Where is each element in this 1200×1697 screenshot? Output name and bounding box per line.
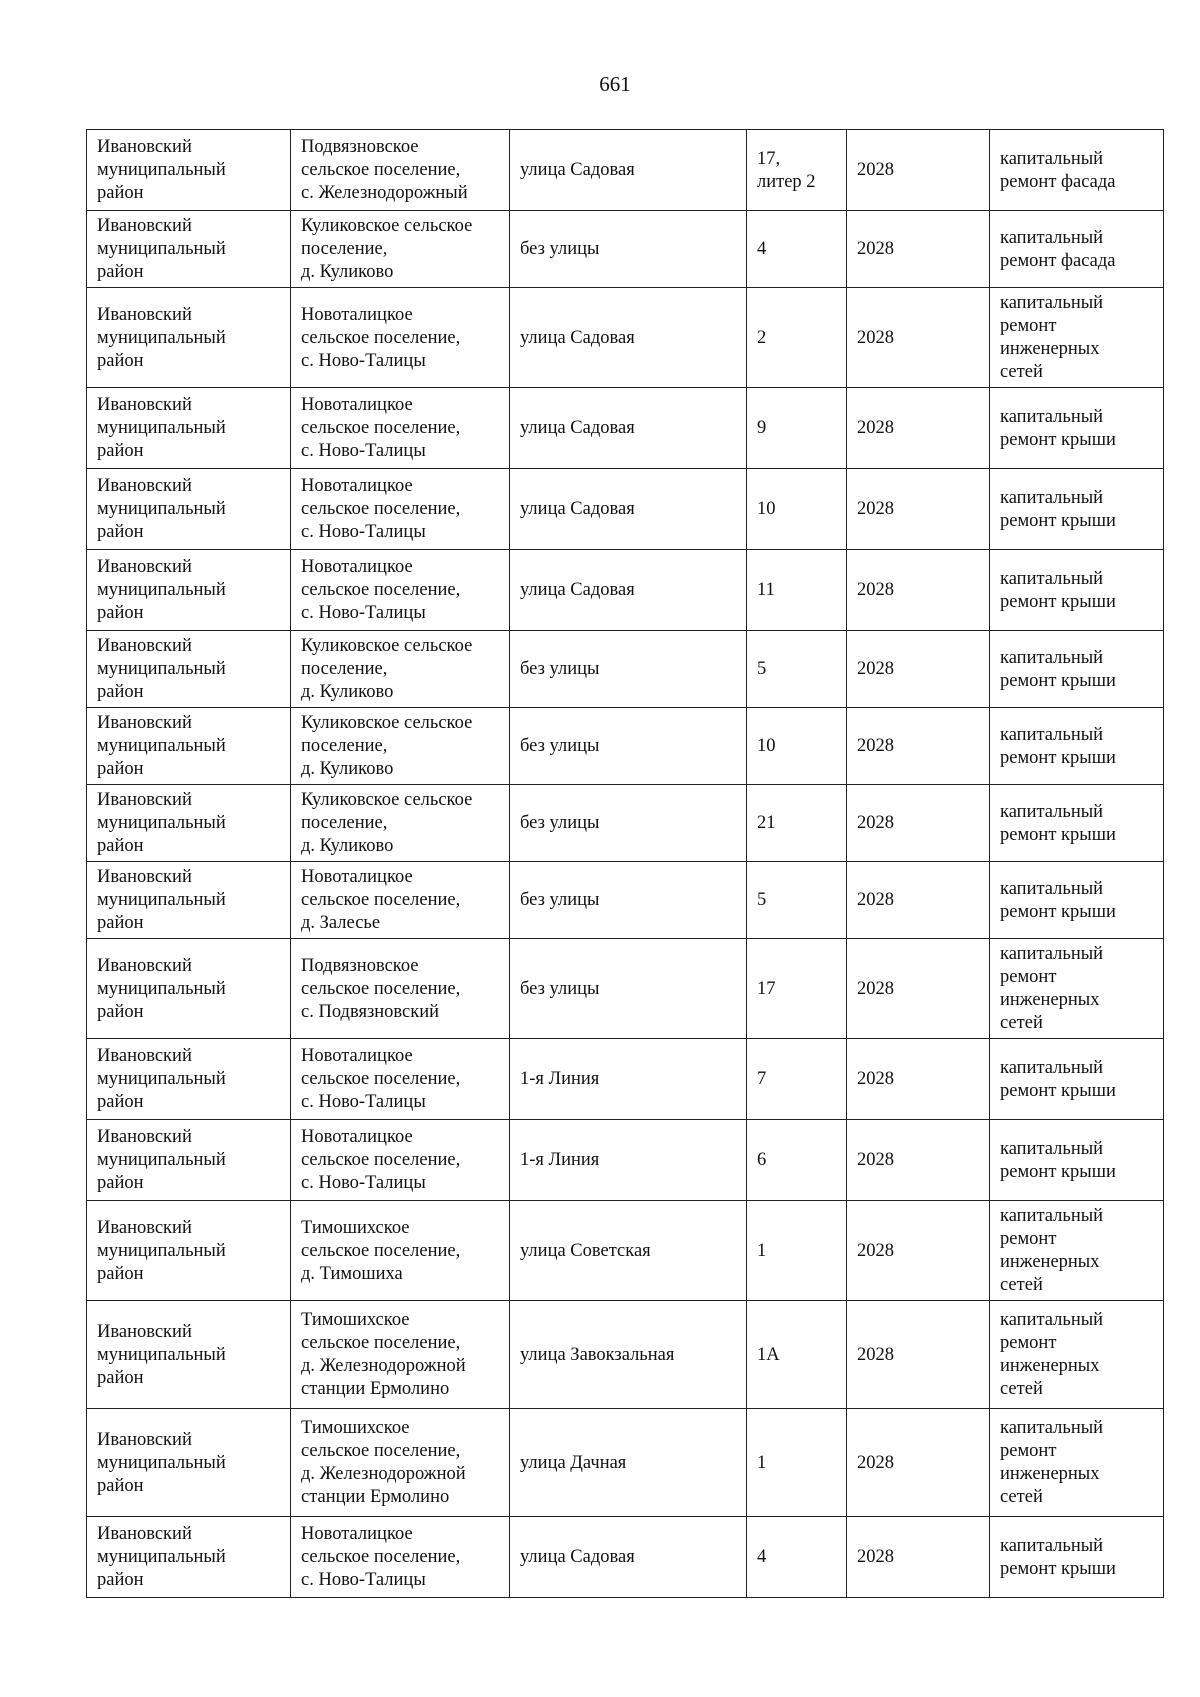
- cell-settlement-text: Куликовское сельское поселение, д. Куликово: [301, 713, 473, 779]
- cell-work-type-text: капитальный ремонт инженерных сетей: [1000, 1310, 1104, 1399]
- cell-settlement-text: Новоталицкое сельское поселение, с. Ново-Талицы: [301, 557, 461, 623]
- cell-settlement: [291, 1039, 510, 1120]
- cell-house-number: [747, 708, 847, 785]
- cell-work-type-text: капитальный ремонт крыши: [1000, 487, 1116, 531]
- cell-house-number-text: 4: [757, 1547, 767, 1567]
- cell-district-text: Ивановский муниципальный район: [97, 636, 226, 702]
- cell-street: [510, 1301, 747, 1409]
- cell-district: [87, 388, 291, 469]
- cell-street-text: улица Советская: [520, 1240, 651, 1261]
- cell-district-text: Ивановский муниципальный район: [97, 395, 226, 461]
- cell-district: [87, 631, 291, 708]
- cell-year-text: 2028: [857, 736, 894, 756]
- cell-year: [847, 862, 990, 939]
- cell-settlement-text: Тимошихское сельское поселение, д. Тимошиха: [301, 1217, 461, 1284]
- cell-street: [510, 550, 747, 631]
- cell-street-text: улица Дачная: [520, 1452, 627, 1473]
- cell-house-number: [747, 1409, 847, 1517]
- cell-street-text: улица Садовая: [520, 1547, 635, 1567]
- cell-work-type-text: капитальный ремонт крыши: [1000, 724, 1116, 768]
- cell-house-number-text: 6: [757, 1150, 767, 1170]
- cell-district: [87, 550, 291, 631]
- cell-street: [510, 862, 747, 939]
- table-row: [87, 1517, 1164, 1598]
- cell-district-text: Ивановский муниципальный район: [97, 304, 226, 371]
- cell-settlement: [291, 1301, 510, 1409]
- cell-year-text: 2028: [857, 1069, 894, 1089]
- cell-district-text: Ивановский муниципальный район: [97, 1046, 226, 1112]
- page-number: 661: [599, 72, 631, 96]
- cell-settlement-text: Куликовское сельское поселение, д. Куликово: [301, 636, 473, 702]
- cell-work-type: [990, 211, 1164, 288]
- cell-district-text: Ивановский муниципальный район: [97, 557, 226, 623]
- cell-settlement: [291, 1201, 510, 1301]
- table-row: [87, 469, 1164, 550]
- cell-street: [510, 631, 747, 708]
- cell-house-number-text: 17, литер 2: [757, 148, 816, 192]
- cell-settlement: [291, 862, 510, 939]
- cell-house-number: [747, 469, 847, 550]
- cell-settlement-text: Подвязновское сельское поселение, с. Железнодорожный: [301, 137, 468, 203]
- cell-house-number-text: 7: [757, 1069, 767, 1089]
- cell-work-type-text: капитальный ремонт фасада: [1000, 227, 1116, 271]
- table-row: [87, 708, 1164, 785]
- cell-year-text: 2028: [857, 1547, 894, 1567]
- cell-street-text: улица Завокзальная: [520, 1344, 675, 1365]
- cell-year-text: 2028: [857, 418, 894, 438]
- cell-district: [87, 130, 291, 211]
- cell-settlement: [291, 550, 510, 631]
- cell-settlement: [291, 1517, 510, 1598]
- cell-year-text: 2028: [857, 239, 894, 259]
- cell-district: [87, 1201, 291, 1301]
- cell-district-text: Ивановский муниципальный район: [97, 1321, 226, 1388]
- table-row: [87, 939, 1164, 1039]
- cell-settlement-text: Новоталицкое сельское поселение, с. Ново-Талицы: [301, 304, 461, 371]
- cell-street-text: 1-я Линия: [520, 1069, 600, 1089]
- cell-year-text: 2028: [857, 978, 894, 999]
- cell-work-type-text: капитальный ремонт крыши: [1000, 406, 1116, 450]
- cell-settlement: [291, 708, 510, 785]
- cell-district: [87, 708, 291, 785]
- cell-settlement-text: Новоталицкое сельское поселение, с. Ново-Талицы: [301, 476, 461, 542]
- cell-street: [510, 1039, 747, 1120]
- cell-settlement-text: Тимошихское сельское поселение, д. Железнодорожной станции Ермолино: [301, 1418, 466, 1507]
- table-row: [87, 631, 1164, 708]
- cell-district: [87, 288, 291, 388]
- cell-work-type: [990, 130, 1164, 211]
- cell-settlement: [291, 469, 510, 550]
- cell-year-text: 2028: [857, 1452, 894, 1473]
- cell-year: [847, 1517, 990, 1598]
- cell-district: [87, 1517, 291, 1598]
- cell-street: [510, 388, 747, 469]
- cell-year-text: 2028: [857, 813, 894, 833]
- cell-work-type-text: капитальный ремонт инженерных сетей: [1000, 944, 1104, 1033]
- cell-street: [510, 469, 747, 550]
- cell-house-number: [747, 939, 847, 1039]
- cell-year-text: 2028: [857, 1344, 894, 1365]
- table-row: [87, 1201, 1164, 1301]
- cell-year-text: 2028: [857, 499, 894, 519]
- cell-work-type: [990, 388, 1164, 469]
- cell-house-number: [747, 1201, 847, 1301]
- table-row: [87, 1409, 1164, 1517]
- cell-work-type-text: капитальный ремонт инженерных сетей: [1000, 293, 1104, 382]
- cell-house-number: [747, 1517, 847, 1598]
- cell-district-text: Ивановский муниципальный район: [97, 713, 226, 779]
- cell-house-number-text: 1: [757, 1240, 767, 1261]
- cell-settlement: [291, 130, 510, 211]
- cell-house-number-text: 4: [757, 239, 767, 259]
- cell-settlement-text: Подвязновское сельское поселение, с. Подвязновский: [301, 955, 461, 1022]
- cell-house-number: [747, 211, 847, 288]
- table-row: [87, 1120, 1164, 1201]
- cell-settlement: [291, 1120, 510, 1201]
- cell-street: [510, 288, 747, 388]
- cell-work-type: [990, 1201, 1164, 1301]
- cell-district-text: Ивановский муниципальный район: [97, 216, 226, 282]
- cell-year: [847, 1301, 990, 1409]
- cell-house-number-text: 5: [757, 659, 767, 679]
- cell-house-number: [747, 1301, 847, 1409]
- cell-house-number: [747, 862, 847, 939]
- cell-street-text: улица Садовая: [520, 418, 635, 438]
- cell-house-number: [747, 130, 847, 211]
- cell-year: [847, 1039, 990, 1120]
- cell-street-text: без улицы: [520, 813, 600, 833]
- cell-settlement: [291, 211, 510, 288]
- cell-street-text: без улицы: [520, 239, 600, 259]
- cell-settlement: [291, 388, 510, 469]
- cell-year: [847, 388, 990, 469]
- cell-street-text: без улицы: [520, 736, 600, 756]
- cell-year: [847, 708, 990, 785]
- cell-settlement: [291, 631, 510, 708]
- cell-house-number-text: 2: [757, 327, 767, 348]
- cell-district-text: Ивановский муниципальный район: [97, 1524, 226, 1590]
- table-row: [87, 1301, 1164, 1409]
- cell-house-number-text: 10: [757, 499, 776, 519]
- cell-district-text: Ивановский муниципальный район: [97, 1127, 226, 1193]
- cell-work-type: [990, 550, 1164, 631]
- table-row: [87, 862, 1164, 939]
- cell-year: [847, 785, 990, 862]
- cell-house-number: [747, 1120, 847, 1201]
- table-row: [87, 288, 1164, 388]
- cell-settlement-text: Куликовское сельское поселение, д. Куликово: [301, 790, 473, 856]
- cell-district: [87, 1039, 291, 1120]
- cell-settlement: [291, 939, 510, 1039]
- table-row: [87, 785, 1164, 862]
- cell-district: [87, 469, 291, 550]
- cell-settlement-text: Новоталицкое сельское поселение, с. Ново-Талицы: [301, 1127, 461, 1193]
- cell-work-type: [990, 862, 1164, 939]
- cell-year-text: 2028: [857, 327, 894, 348]
- table-row: [87, 211, 1164, 288]
- cell-street: [510, 1409, 747, 1517]
- cell-district: [87, 1301, 291, 1409]
- cell-work-type-text: капитальный ремонт крыши: [1000, 647, 1116, 691]
- cell-house-number: [747, 550, 847, 631]
- cell-work-type-text: капитальный ремонт фасада: [1000, 148, 1116, 192]
- cell-street: [510, 211, 747, 288]
- cell-district-text: Ивановский муниципальный район: [97, 1217, 226, 1284]
- cell-year: [847, 1120, 990, 1201]
- cell-settlement: [291, 1409, 510, 1517]
- cell-work-type: [990, 288, 1164, 388]
- cell-work-type: [990, 1120, 1164, 1201]
- cell-year: [847, 288, 990, 388]
- repair-schedule-table: [86, 129, 1164, 1598]
- cell-house-number: [747, 1039, 847, 1120]
- cell-house-number: [747, 631, 847, 708]
- cell-work-type-text: капитальный ремонт инженерных сетей: [1000, 1418, 1104, 1507]
- cell-district: [87, 1120, 291, 1201]
- cell-work-type: [990, 785, 1164, 862]
- cell-year-text: 2028: [857, 890, 894, 910]
- cell-district-text: Ивановский муниципальный район: [97, 955, 226, 1022]
- cell-year-text: 2028: [857, 1240, 894, 1261]
- cell-year-text: 2028: [857, 659, 894, 679]
- cell-work-type: [990, 939, 1164, 1039]
- cell-district: [87, 1409, 291, 1517]
- cell-year: [847, 550, 990, 631]
- cell-street-text: улица Садовая: [520, 160, 635, 180]
- cell-street: [510, 1201, 747, 1301]
- cell-district: [87, 862, 291, 939]
- cell-house-number-text: 1А: [757, 1344, 780, 1365]
- cell-house-number: [747, 785, 847, 862]
- table-row: [87, 550, 1164, 631]
- cell-house-number-text: 1: [757, 1452, 767, 1473]
- cell-district-text: Ивановский муниципальный район: [97, 867, 226, 933]
- cell-year: [847, 211, 990, 288]
- cell-work-type-text: капитальный ремонт крыши: [1000, 1535, 1116, 1579]
- cell-house-number-text: 21: [757, 813, 776, 833]
- cell-house-number: [747, 388, 847, 469]
- cell-year: [847, 1201, 990, 1301]
- cell-house-number-text: 5: [757, 890, 767, 910]
- cell-work-type: [990, 1409, 1164, 1517]
- cell-street-text: без улицы: [520, 890, 600, 910]
- cell-work-type: [990, 631, 1164, 708]
- cell-street: [510, 1120, 747, 1201]
- cell-house-number-text: 10: [757, 736, 776, 756]
- cell-settlement: [291, 785, 510, 862]
- cell-work-type: [990, 708, 1164, 785]
- table-row: [87, 388, 1164, 469]
- cell-street-text: улица Садовая: [520, 499, 635, 519]
- cell-house-number-text: 9: [757, 418, 767, 438]
- cell-year-text: 2028: [857, 580, 894, 600]
- cell-house-number-text: 17: [757, 978, 776, 999]
- cell-work-type-text: капитальный ремонт крыши: [1000, 1138, 1116, 1182]
- cell-settlement-text: Новоталицкое сельское поселение, с. Ново-Талицы: [301, 395, 461, 461]
- cell-street: [510, 939, 747, 1039]
- cell-settlement-text: Новоталицкое сельское поселение, с. Ново-Талицы: [301, 1046, 461, 1112]
- cell-year-text: 2028: [857, 1150, 894, 1170]
- cell-street: [510, 785, 747, 862]
- table-row: [87, 130, 1164, 211]
- cell-year: [847, 1409, 990, 1517]
- cell-year-text: 2028: [857, 160, 894, 180]
- cell-district: [87, 211, 291, 288]
- cell-house-number-text: 11: [757, 580, 775, 600]
- cell-street: [510, 130, 747, 211]
- cell-work-type-text: капитальный ремонт крыши: [1000, 1057, 1116, 1101]
- cell-work-type: [990, 1039, 1164, 1120]
- cell-settlement-text: Тимошихское сельское поселение, д. Железнодорожной станции Ермолино: [301, 1310, 466, 1399]
- cell-street: [510, 708, 747, 785]
- cell-year: [847, 631, 990, 708]
- cell-district: [87, 939, 291, 1039]
- cell-street-text: 1-я Линия: [520, 1150, 600, 1170]
- cell-street-text: без улицы: [520, 978, 600, 999]
- cell-work-type-text: капитальный ремонт крыши: [1000, 801, 1116, 845]
- cell-work-type-text: капитальный ремонт крыши: [1000, 568, 1116, 612]
- cell-work-type: [990, 469, 1164, 550]
- cell-year: [847, 469, 990, 550]
- cell-year: [847, 939, 990, 1039]
- cell-district-text: Ивановский муниципальный район: [97, 790, 226, 856]
- cell-settlement: [291, 288, 510, 388]
- cell-settlement-text: Куликовское сельское поселение, д. Куликово: [301, 216, 473, 282]
- cell-street-text: улица Садовая: [520, 327, 635, 348]
- cell-district-text: Ивановский муниципальный район: [97, 137, 226, 203]
- cell-street-text: улица Садовая: [520, 580, 635, 600]
- cell-work-type: [990, 1301, 1164, 1409]
- cell-work-type-text: капитальный ремонт инженерных сетей: [1000, 1206, 1104, 1295]
- table-body: [87, 130, 1164, 1598]
- cell-district-text: Ивановский муниципальный район: [97, 1429, 226, 1496]
- cell-year: [847, 130, 990, 211]
- cell-street: [510, 1517, 747, 1598]
- cell-district: [87, 785, 291, 862]
- cell-work-type-text: капитальный ремонт крыши: [1000, 878, 1116, 922]
- table-row: [87, 1039, 1164, 1120]
- cell-settlement-text: Новоталицкое сельское поселение, д. Залесье: [301, 867, 461, 933]
- cell-work-type: [990, 1517, 1164, 1598]
- cell-street-text: без улицы: [520, 659, 600, 679]
- cell-house-number: [747, 288, 847, 388]
- cell-settlement-text: Новоталицкое сельское поселение, с. Ново-Талицы: [301, 1524, 461, 1590]
- cell-district-text: Ивановский муниципальный район: [97, 476, 226, 542]
